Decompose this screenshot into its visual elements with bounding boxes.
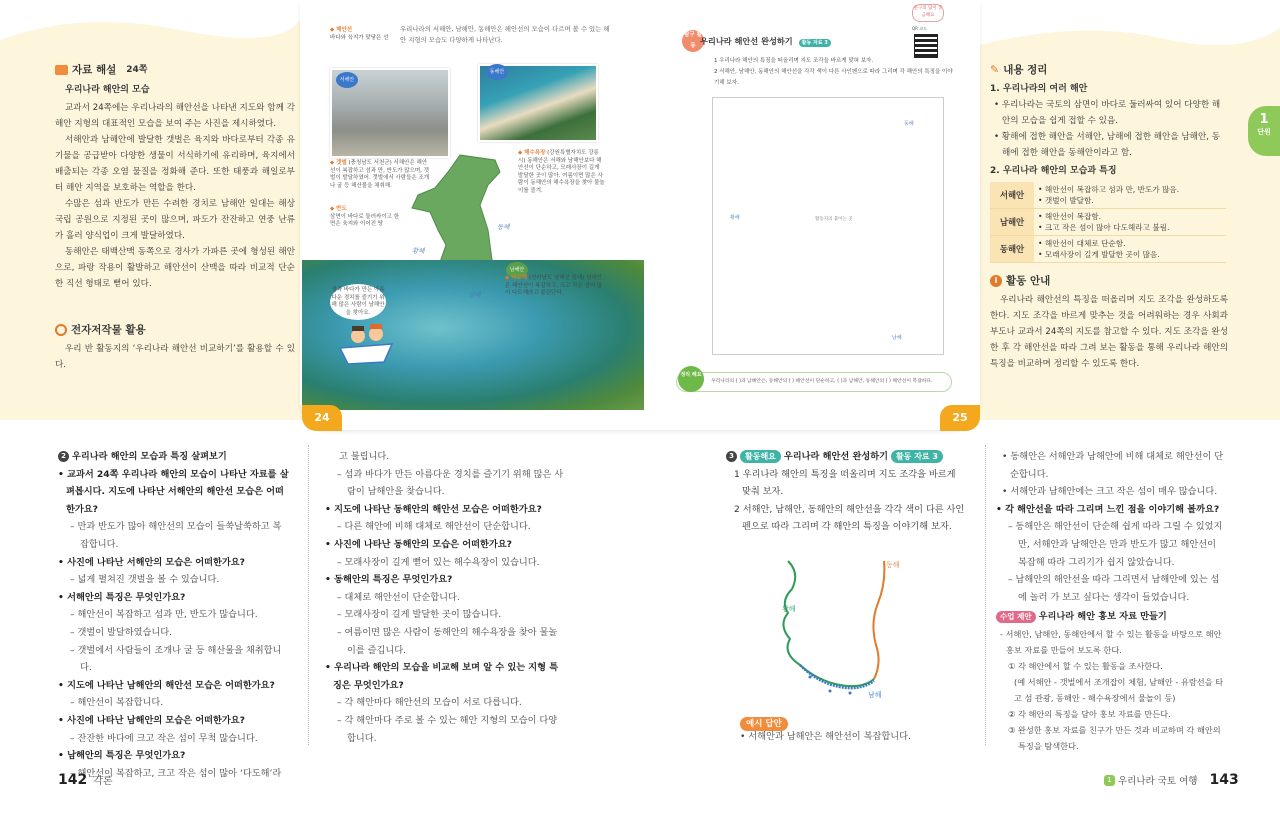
column-3: 3 활동해요 우리나라 해안선 완성하기 활동 자료 3 1 우리나라 해안의 특징을 떠올리며 지도 조각을 바르게 맞춰 보자. 2 서해안, 남해안, 동해안의 해안선을 각각 색이 다른 사인펜으로 따라 그리며 각 해안의 특징을 이야기해 보자. bbox=[726, 448, 966, 536]
activity-guide-text: 우리나라 해안선의 특징을 떠올리며 지도 조각을 완성하도록 한다. 지도 조각을 바르게 맞추는 것을 어려워하는 경우 사회과 부도나 교과서 24쪽의 지도를 참고할 수 있다. 지도 조각을 완성한 후 각 해안선을 따라 그려 보는 활동을 통해 우리나라 해안의 특징을 비교하며 정리할 수 있도록 한다. bbox=[990, 295, 1228, 369]
table-row: 동해안 • 해안선이 대체로 단순함. • 모래사장이 길게 발달한 곳이 많음. bbox=[990, 236, 1226, 263]
cd-icon bbox=[55, 324, 67, 336]
unit-tab: 1 단원 bbox=[1248, 106, 1280, 156]
page-number-right: 1 우리나라 국토 여행 143 bbox=[1104, 772, 1239, 788]
activity-summary-sentence: 우리나라의 ( )과 남해안은, 동해안의 ( ) 해안선이 단순하고, ( )과 남해안, 동해안의 ( ) 해안선이 복잡하다. bbox=[676, 372, 952, 392]
content-summary-title: ✎ 내용 정리 bbox=[990, 63, 1048, 76]
info-icon: i bbox=[990, 275, 1002, 287]
activity-badge: 탐구 활동 bbox=[682, 30, 704, 52]
qr-code-icon[interactable] bbox=[914, 34, 938, 58]
qr-label: QR 코드 bbox=[912, 26, 927, 31]
south-sea-label: 남해 bbox=[468, 291, 481, 299]
map-yellow-sea-label: 황해 bbox=[782, 605, 796, 613]
right-note-panel: ✎ 내용 정리 1. 우리나라의 여러 해안 • 우리나라는 국토의 삼면이 바다로 둘러싸여 있어 다양한 해안의 모습을 쉽게 접할 수 있음. • 황해에 접한 해안을 서해안, 남해에 접한 해안을 남해안, 동해에 접한 해안을 동해안이라고 함. 2. 우리나라 해안의 모습과 특징 서해안 • 해안선이 복잡하고 섬과 만, 반도가 많음. • 갯벌이 발달함. 남해안 • 해안선이 복잡함. • 크고 작은 섬이 많아 다도해라고 불림. 동해안 • 해안선이 대체로 단순함. • 모래사장이 길게 발달한 곳이 많음. i 활동 안내 우리나라 해안선의 특징을 떠올리며 지도 조각을 완성하도록 한다. 지도 조각을 바르게 맞추는 것을 어려워하는 경우 사회과 부도나 교과서 24쪽의 지도를 참고할 수 있다. 지도 조각을 완성한 후 각 해안선을 따라 그려 보는 활동을 통해 우리나라 해안의 특징을 비교하며 정리할 수 있도록 한다. bbox=[990, 62, 1228, 372]
yellow-sea-label: 황해 bbox=[412, 247, 425, 255]
activity-questions: 1 우리나라 해안의 특징을 떠올리며 지도 조각을 바르게 맞혀 보자. 2 서해안, 남해안, 동해안의 해안선을 각각 색이 다른 사인펜으로 따라 그리며 각 해안의 특징을 이야기해 보자. bbox=[714, 58, 953, 86]
activity-yellow-sea-label: 황해 bbox=[730, 215, 740, 221]
map-south-sea-label: 남해 bbox=[868, 691, 882, 699]
textbook-page-number-right: 25 bbox=[940, 405, 980, 431]
coastline-traced-map bbox=[770, 553, 910, 703]
peninsula-footnote: ◆ 반도 삼면이 바다로 둘러싸이고 한 면은 육지와 이어진 땅 bbox=[330, 206, 400, 227]
resource-commentary-title: 자료 해설 24쪽 bbox=[55, 62, 295, 78]
textbook-intro: 우리나라의 서해안, 남해안, 동해안은 해안선의 모습이 다르며 볼 수 있는 해안 지형의 모습도 다양하게 나타난다. bbox=[400, 25, 610, 44]
column-1: 2 우리나라 해안의 모습과 특징 살펴보기 • 교과서 24쪽 우리나라 해안의 모습이 나타난 자료를 살펴봅시다. 지도에 나타난 서해안의 해안선 모습은 어떠한가요? – 만과 반도가 많아 해안선의 모습이 들쑥날쑥하고 복잡합니다. • 사진에 나타난 서해안의 모습은 어떠한가요? – 넓게 펼쳐진 갯벌을 볼 수 있습니다. • 서해안의 특징은 무엇인가요? – 해안선이 복잡하고 섬과 만, 반도가 많습니다. – 갯벌이 발달하였습니다. – 갯벌에서 사람들이 조개나 굴 등 해산물을 채취합니다. • 지도에 나타난 남해안의 해안선 모습은 어떠한가요? – 해안선이 복잡합니다. • 사진에 나타난 남해안의 모습은 어떠한가요? – 잔잔한 바다에 크고 작은 섬이 무척 많습니다. • 남해안의 특징은 무엇인가요? – 해안선이 복잡하고, 크고 작은 섬이 많아 ‘다도해’라 bbox=[58, 448, 290, 782]
activity-title: 우리나라 해안선 완성하기 활동 자료 3 bbox=[700, 36, 831, 47]
map-east-sea-label: 동해 bbox=[886, 561, 900, 569]
note-icon bbox=[55, 65, 68, 75]
table-row: 남해안 • 해안선이 복잡함. • 크고 작은 섬이 많아 다도해라고 불림. bbox=[990, 209, 1226, 236]
example-answer-label: 예시 답안 bbox=[740, 711, 788, 731]
section-2-heading: 2 우리나라 해안의 모습과 특징 살펴보기 bbox=[58, 448, 290, 466]
commentary-paragraph: 서해안과 남해안에 발달한 갯벌은 육지와 바다로부터 각종 유기물을 공급받아 다양한 생물이 서식하기에 유리하며, 육지에서 배출되는 각종 오염 물질을 정화해 준다. 또한 태풍과 해일로부터 해안 지역을 보호하는 역할을 한다. bbox=[55, 135, 295, 193]
column-divider bbox=[308, 445, 309, 745]
archipelago-caption: ◆ 다도해 (전라남도 남해군 일대) 남해안은 해안선이 복잡하고, 크고 작은 섬이 많이 다도해라고 불린단다. bbox=[505, 275, 603, 296]
commentary-paragraph: 동해안은 태백산맥 동쪽으로 경사가 가파른 곳에 형성된 해안으로, 파랑 작용이 활발하고 해안선이 산맥을 따라 비교적 단순한 직선 형태로 뻗어 있다. bbox=[55, 247, 295, 289]
commentary-paragraph: 수많은 섬과 반도가 만든 수려한 경치로 남해안 일대는 해상 국립 공원으로 지정된 곳이 많으며, 파도가 잔잔하고 연중 난류가 흘러 양식업이 크게 발달하였다. bbox=[55, 199, 295, 241]
qr-speech-bubble: 친구의 답이 궁금해요 bbox=[912, 4, 944, 22]
section-3-heading: 3 활동해요 우리나라 해안선 완성하기 활동 자료 3 bbox=[726, 448, 966, 466]
left-note-panel bbox=[55, 62, 295, 373]
textbook-page-number-left: 24 bbox=[302, 405, 342, 431]
south-coast-tag: 남해안 bbox=[506, 262, 528, 278]
example-answer-text: • 서해안과 남해안은 해안선이 복잡합니다. bbox=[740, 731, 911, 742]
table-row: 서해안 • 해안선이 복잡하고 섬과 만, 반도가 많음. • 갯벌이 발달함. bbox=[990, 182, 1226, 209]
digital-material-title: 전자저작물 활용 bbox=[55, 322, 295, 338]
east-sea-label: 동해 bbox=[497, 223, 510, 231]
boat-characters-illustration bbox=[338, 318, 394, 366]
column-4: • 동해안은 서해안과 남해안에 비해 대체로 해안선이 단순합니다. • 서해안과 남해안에는 크고 작은 섬이 매우 많습니다. • 각 해안선을 따라 그리며 느낀 점을 이야기해 볼까요? – 동해안은 해안선이 단순해 쉽게 따라 그릴 수 있었지만, 서해안과 남해안은 만과 반도가 많고 해안선이 복잡해 따라 그리기가 쉽지 않았습니다. – 남해안의 해안선을 따라 그리면서 남해안에 있는 섬에 놀러 가 보고 싶다는 생각이 들었습니다. 수업 제안 우리나라 해안 홍보 자료 만들기 - 서해안, 남해안, 동해안에서 할 수 있는 활동을 바탕으로 해안 홍보 자료를 만들어 보도록 한다. ① 각 해안에서 할 수 있는 활동을 조사한다. (예 서해안 - 갯벌에서 조개잡이 체험, 남해안 - 유람선을 타고 섬 관광, 동해안 - 해수욕장에서 물놀이 등) ② 각 해안의 특징을 담아 홍보 자료를 만든다. ③ 완성한 홍보 자료를 친구가 만든 것과 비교하며 각 해안의 특징을 탐색한다. bbox=[996, 451, 1224, 751]
east-coast-tag: 동해안 bbox=[486, 64, 508, 80]
column-divider bbox=[985, 445, 986, 745]
activity-center-label: 활동지의 붙이는 곳 bbox=[815, 217, 853, 222]
activity-south-sea-label: 남해 bbox=[892, 335, 902, 341]
commentary-paragraph: 교과서 24쪽에는 우리나라의 해안선을 나타낸 지도와 함께 각 해안 지형의 대표적인 모습을 보여 주는 사진을 제시하였다. bbox=[55, 103, 295, 129]
west-coast-tag: 서해안 bbox=[336, 72, 358, 88]
coastline-footnote: ◆ 해안선 바다와 육지가 맞닿은 선 bbox=[330, 27, 389, 41]
activity-guide-title: i 활동 안내 bbox=[990, 273, 1228, 289]
page-number-left: 142 각론 bbox=[58, 772, 113, 788]
summary-badge: 정리 해요 bbox=[678, 366, 704, 392]
commentary-subtitle: 우리나라 해안의 모습 bbox=[65, 85, 150, 95]
column-2: 고 불립니다. – 섬과 바다가 만든 아름다운 경치를 즐기기 위해 많은 사람이 남해안을 찾습니다. • 지도에 나타난 동해안의 해안선 모습은 어떠한가요? – 다른 해안에 비해 대체로 해안선이 단순합니다. • 사진에 나타난 동해안의 모습은 어떠한가요? – 모래사장이 길게 뻗어 있는 해수욕장이 있습니다. • 동해안의 특징은 무엇인가요? – 대체로 해안선이 단순합니다. – 모래사장이 길게 발달한 곳이 많습니다. – 여름이면 많은 사람이 동해안의 해수욕장을 찾아 물놀이를 즐깁니다. • 우리나라 해안의 모습을 비교해 보며 알 수 있는 지형 특징은 무엇인가요? – 각 해안마다 해안선의 모습이 서로 다릅니다. – 각 해안마다 주로 볼 수 있는 해안 지형의 모습이 다양합니다. bbox=[325, 451, 564, 744]
character-speech-bubble: 섬과 바다가 만든 아름다운 경치를 즐기기 위해 많은 사람이 남해안을 찾아요. bbox=[330, 284, 386, 320]
activity-east-sea-label: 동해 bbox=[904, 121, 914, 127]
coast-features-table bbox=[990, 182, 1226, 263]
map-puzzle-box bbox=[712, 97, 944, 355]
beach-caption: ◆ 해수욕장 (강원특별자치도 강릉시) 동해안은 서해와 남해안보다 해안선이 단순하고, 모래사장이 길게 발달한 곳이 많아. 여름이면 많은 사람이 동해안의 해수욕장을 찾아 물놀이를 즐겨. bbox=[518, 150, 605, 194]
lesson-suggestion-heading: 수업 제안 우리나라 해안 홍보 자료 만들기 bbox=[996, 608, 1224, 626]
digital-material-text: 우리 반 활동지의 ‘우리나라 해안선 비교하기’를 활용할 수 있다. bbox=[55, 344, 295, 370]
pencil-icon: ✎ bbox=[990, 63, 1000, 76]
tidal-flat-caption: ◆ 갯벌 (충청남도 서천군) 서해안은 해안선이 복잡하고 섬과 만, 반도가 많으며, 갯벌이 발달하였어. 갯벌에서 사람들은 조개나 굴 등 해산물을 채취해. bbox=[330, 160, 430, 189]
